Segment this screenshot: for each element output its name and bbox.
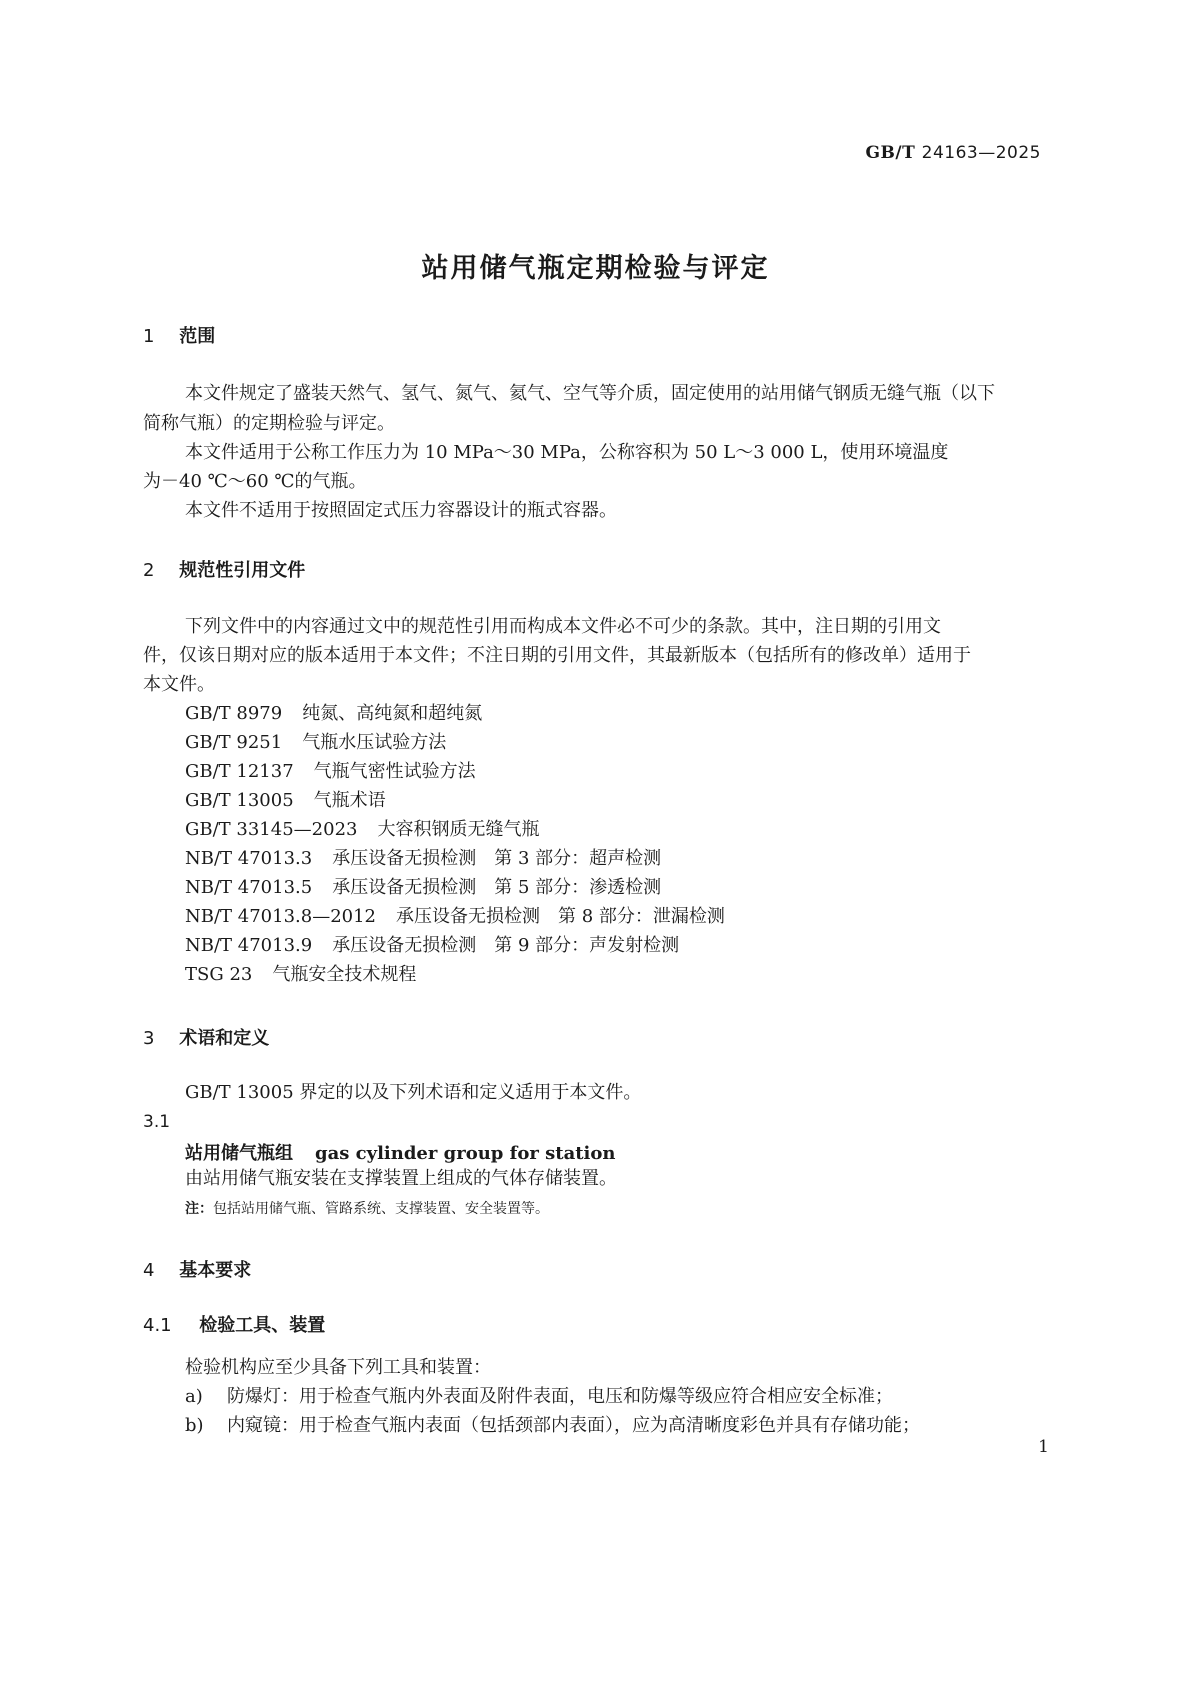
subsection-4-1-heading bbox=[143, 1311, 325, 1337]
term-definition: 由站用储气瓶安装在支撑装置上组成的气体存储装置。 bbox=[185, 1168, 617, 1189]
term-note bbox=[185, 1198, 549, 1218]
reference-title: 气瓶术语 bbox=[313, 790, 386, 811]
list-item bbox=[185, 1381, 893, 1413]
section-number: 2 bbox=[143, 560, 155, 581]
reference-code: NB/T 47013.9 bbox=[185, 935, 313, 956]
section-number: 4 bbox=[143, 1260, 155, 1281]
term-number: 3.1 bbox=[143, 1112, 171, 1132]
reference-item bbox=[185, 930, 679, 962]
reference-code: NB/T 47013.5 bbox=[185, 877, 313, 898]
section-title: 术语和定义 bbox=[179, 1028, 270, 1049]
reference-title: 气瓶水压试验方法 bbox=[302, 732, 447, 753]
s2-intro-line-2: 件，仅该日期对应的版本适用于本文件；不注日期的引用文件，其最新版本（包括所有的修改单）适用于 bbox=[143, 645, 971, 666]
section-number: 1 bbox=[143, 326, 155, 347]
reference-title: 气瓶气密性试验方法 bbox=[313, 761, 476, 782]
reference-code: NB/T 47013.8—2012 bbox=[185, 906, 377, 927]
reference-title: 气瓶安全技术规程 bbox=[272, 964, 417, 985]
reference-item bbox=[185, 872, 661, 904]
s1-para-1-line-1: 本文件规定了盛装天然气、氢气、氮气、氦气、空气等介质，固定使用的站用储气钢质无缝气瓶（以下 bbox=[185, 383, 995, 404]
list-text: 防爆灯：用于检查气瓶内外表面及附件表面，电压和防爆等级应符合相应安全标准； bbox=[227, 1386, 893, 1407]
list-text: 内窥镜：用于检查气瓶内表面（包括颈部内表面），应为高清晰度彩色并具有存储功能； bbox=[227, 1415, 920, 1436]
document-title: 站用储气瓶定期检验与评定 bbox=[421, 253, 770, 284]
reference-item bbox=[185, 814, 539, 846]
section-1-heading bbox=[143, 322, 215, 348]
list-item bbox=[185, 1410, 920, 1442]
reference-item bbox=[185, 843, 661, 875]
reference-title: 承压设备无损检测 第 5 部分：渗透检测 bbox=[332, 877, 662, 898]
list-marker: a) bbox=[185, 1386, 203, 1407]
reference-item bbox=[185, 727, 446, 759]
reference-code: GB/T 12137 bbox=[185, 761, 294, 782]
subsection-title: 检验工具、装置 bbox=[199, 1315, 326, 1336]
reference-code: TSG 23 bbox=[185, 964, 253, 985]
standard-number bbox=[865, 143, 1041, 163]
reference-code: GB/T 8979 bbox=[185, 703, 283, 724]
section-title: 范围 bbox=[179, 326, 216, 347]
reference-item bbox=[185, 901, 725, 933]
reference-item bbox=[185, 756, 476, 788]
term-chinese: 站用储气瓶组 bbox=[185, 1143, 293, 1164]
section-2-heading bbox=[143, 556, 305, 582]
section-number: 3 bbox=[143, 1028, 155, 1049]
s1-para-3: 本文件不适用于按照固定式压力容器设计的瓶式容器。 bbox=[185, 500, 617, 521]
s2-intro-line-1: 下列文件中的内容通过文中的规范性引用而构成本文件必不可少的条款。其中，注日期的引用文 bbox=[185, 616, 941, 637]
reference-title: 承压设备无损检测 第 3 部分：超声检测 bbox=[332, 848, 662, 869]
list-marker: b) bbox=[185, 1415, 204, 1436]
reference-item bbox=[185, 959, 416, 991]
subsection-number: 4.1 bbox=[143, 1315, 172, 1336]
reference-title: 纯氮、高纯氮和超纯氮 bbox=[302, 703, 483, 724]
note-text: 包括站用储气瓶、管路系统、支撑装置、安全装置等。 bbox=[213, 1201, 549, 1217]
term-english: gas cylinder group for station bbox=[315, 1143, 616, 1164]
section-title: 基本要求 bbox=[179, 1260, 252, 1281]
reference-code: GB/T 13005 bbox=[185, 790, 294, 811]
s1-para-2-line-2: 为－40 ℃～60 ℃的气瓶。 bbox=[143, 471, 367, 492]
reference-code: GB/T 9251 bbox=[185, 732, 283, 753]
s1-para-2-line-1: 本文件适用于公称工作压力为 10 MPa～30 MPa，公称容积为 50 L～3 000 L，使用环境温度 bbox=[185, 442, 949, 463]
s1-para-1-line-2: 简称气瓶）的定期检验与评定。 bbox=[143, 413, 395, 434]
section-title: 规范性引用文件 bbox=[179, 560, 306, 581]
s2-intro-line-3: 本文件。 bbox=[143, 674, 215, 695]
section-3-heading bbox=[143, 1024, 269, 1050]
s4-intro: 检验机构应至少具备下列工具和装置： bbox=[185, 1357, 491, 1378]
reference-code: GB/T 33145—2023 bbox=[185, 819, 358, 840]
reference-item bbox=[185, 785, 386, 817]
term-heading bbox=[185, 1139, 616, 1165]
reference-item bbox=[185, 698, 482, 730]
s3-intro: GB/T 13005 界定的以及下列术语和定义适用于本文件。 bbox=[185, 1082, 642, 1103]
section-4-heading bbox=[143, 1256, 251, 1282]
standard-prefix: GB/T bbox=[865, 143, 916, 163]
note-label: 注： bbox=[185, 1201, 213, 1217]
reference-title: 承压设备无损检测 第 9 部分：声发射检测 bbox=[332, 935, 680, 956]
page-number: 1 bbox=[1038, 1437, 1049, 1457]
reference-code: NB/T 47013.3 bbox=[185, 848, 313, 869]
standard-year-number: 24163—2025 bbox=[921, 143, 1041, 163]
reference-title: 承压设备无损检测 第 8 部分：泄漏检测 bbox=[396, 906, 725, 927]
reference-title: 大容积钢质无缝气瓶 bbox=[377, 819, 540, 840]
